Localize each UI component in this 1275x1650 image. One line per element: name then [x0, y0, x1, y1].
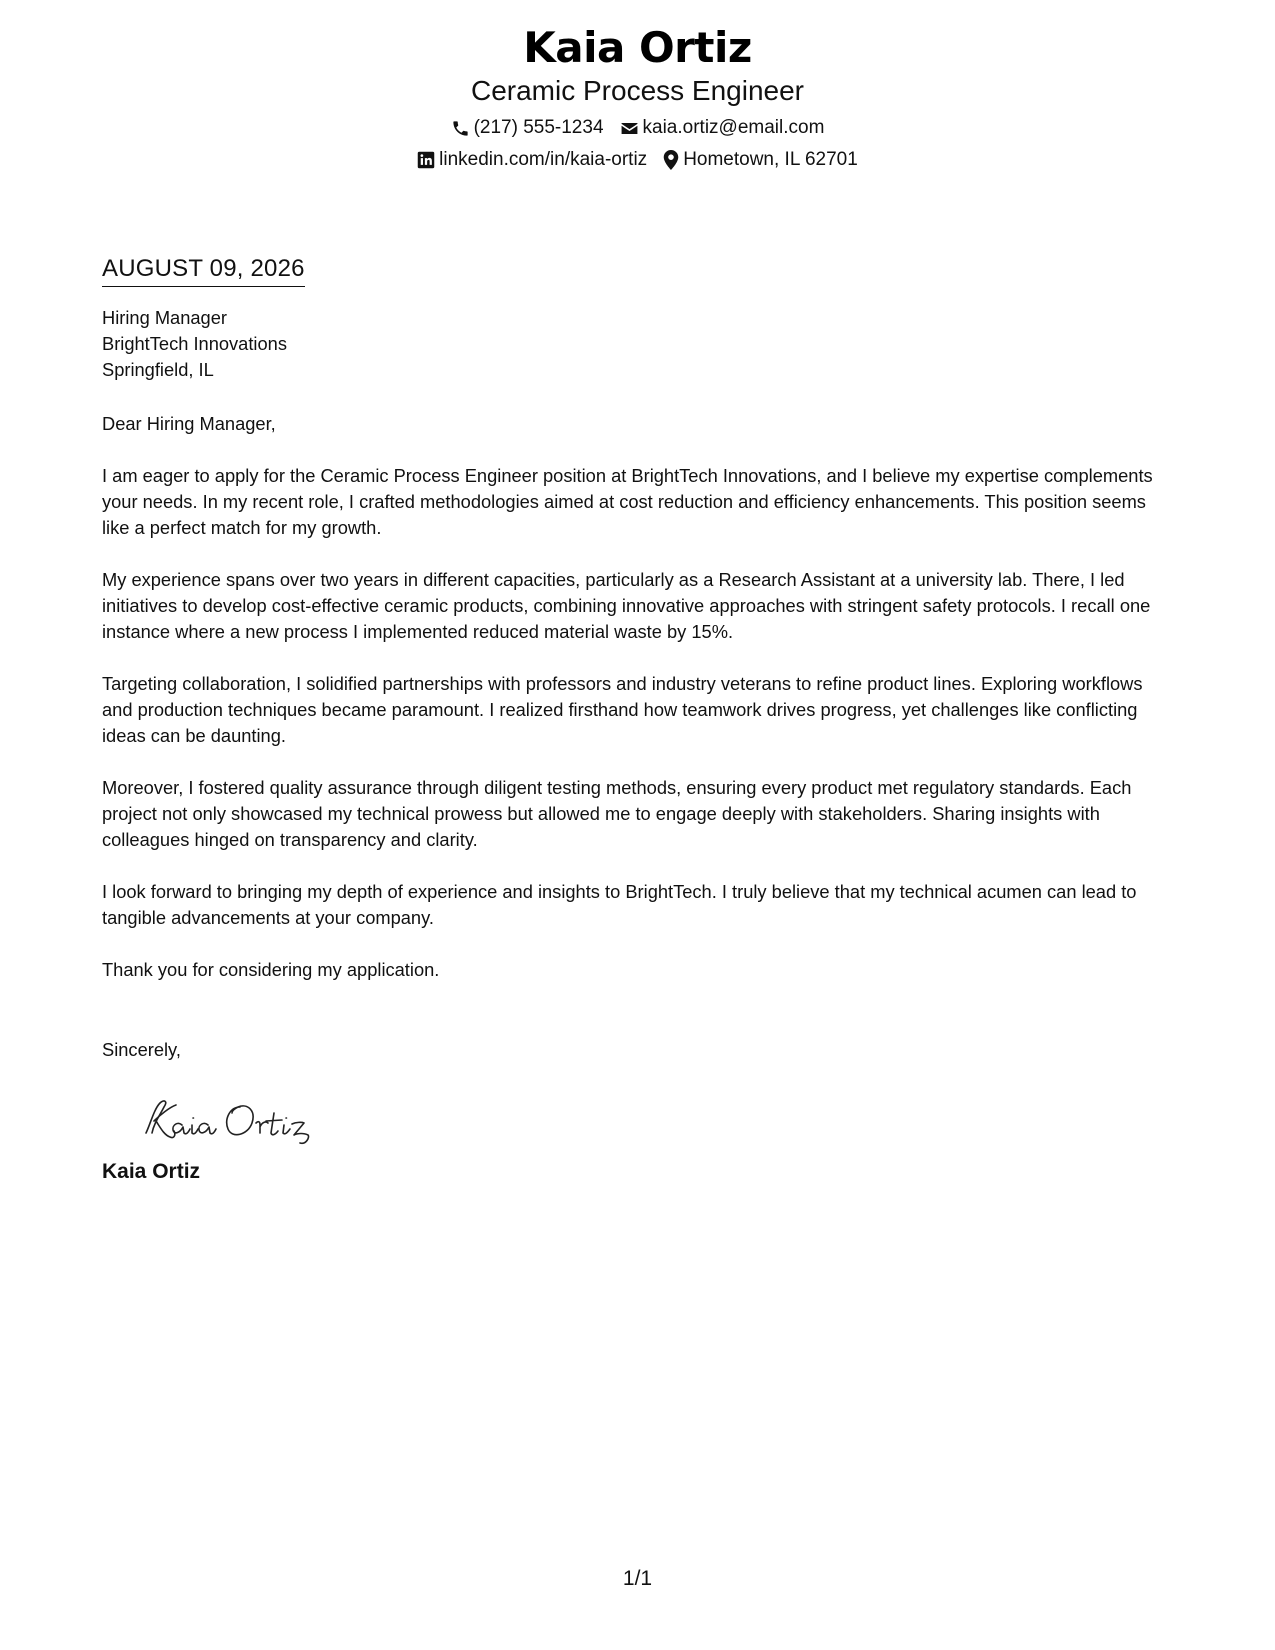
page-number: 1/1 [622, 1567, 653, 1590]
body-paragraph: My experience spans over two years in different capacities, particularly as a Research Assistant at a university lab. There, I led initiatives to develop cost-effective ceramic products, combining innovative approaches with stringent safety protocols. I recall one instance where a new process I implemented reduced material waste by 15%. [102, 569, 1151, 642]
handwritten-signature [140, 1089, 1177, 1149]
body-paragraph: Thank you for considering my application. [102, 959, 440, 980]
phone-icon [451, 119, 470, 138]
applicant-title: Ceramic Process Engineer [470, 75, 805, 106]
signer-name: Kaia Ortiz [102, 1160, 201, 1183]
applicant-name: Kaia Ortiz [523, 23, 752, 72]
contact-row-2 [0, 148, 1275, 172]
phone-number: (217) 555-1234 [473, 117, 604, 138]
linkedin-contact [417, 148, 647, 172]
phone-contact [451, 116, 604, 140]
body-paragraph: Targeting collaboration, I solidified partnerships with professors and industry veterans to refine product lines. Exploring workflows and production techniques became paramount. I realized firsthand how teamwork drives progress, yet challenges like conflicting ideas can be daunting. [102, 673, 1143, 746]
envelope-icon [620, 119, 639, 138]
linkedin-icon [417, 151, 435, 169]
letter-body [102, 254, 1177, 1185]
recipient-line: BrightTech Innovations [102, 333, 287, 354]
email-address: kaia.ortiz@email.com [642, 117, 825, 138]
location-text: Hometown, IL 62701 [683, 149, 858, 170]
letter-date: AUGUST 09, 2026 [102, 254, 305, 287]
body-paragraph: I am eager to apply for the Ceramic Process Engineer position at BrightTech Innovations, and I believe my expertise complements your needs. In my recent role, I crafted methodologies aimed at cost reduction and efficiency enhancements. This position seems like a perfect match for my growth. [102, 465, 1153, 538]
recipient-line: Springfield, IL [102, 359, 214, 380]
letter-header [0, 22, 1275, 172]
body-paragraph: Moreover, I fostered quality assurance through diligent testing methods, ensuring every product met regulatory standards. Each project not only showcased my technical prowess but allowed me to engage deeply with stakeholders. Sharing insights with colleagues hinged on transparency and clarity. [102, 777, 1132, 850]
recipient-block [102, 305, 1177, 383]
linkedin-url: linkedin.com/in/kaia-ortiz [439, 149, 648, 170]
map-pin-icon [663, 150, 679, 170]
location-contact [663, 148, 858, 172]
email-contact [620, 116, 825, 140]
closing: Sincerely, [102, 1039, 181, 1060]
recipient-line: Hiring Manager [102, 307, 227, 328]
contact-row-1 [0, 116, 1275, 140]
salutation: Dear Hiring Manager, [102, 413, 276, 434]
body-paragraph: I look forward to bringing my depth of experience and insights to BrightTech. I truly believe that my technical acumen can lead to tangible advancements at your company. [102, 881, 1137, 928]
